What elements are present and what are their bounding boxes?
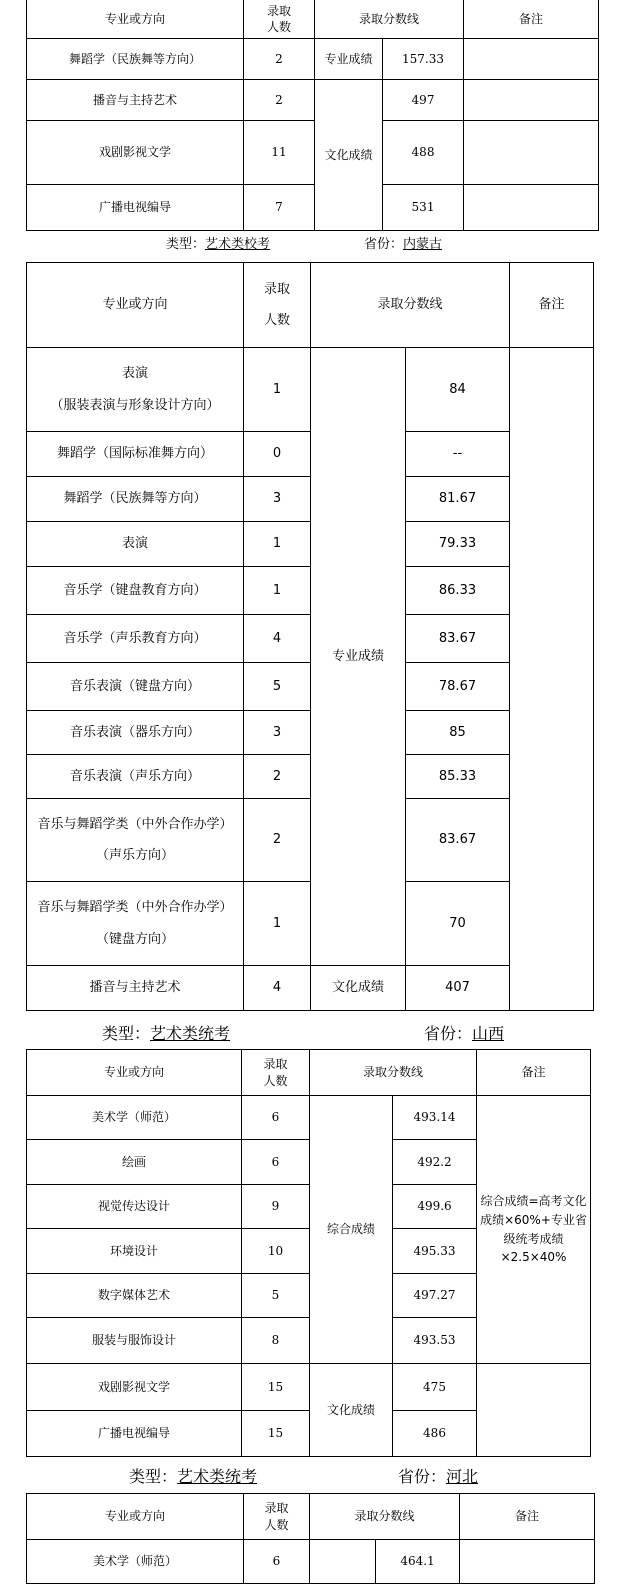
header-major: 专业或方向 (27, 0, 244, 39)
cell-major: 音乐学（声乐教育方向） (27, 615, 244, 663)
header-count: 录取人数 (244, 1494, 310, 1540)
cell-score-type: 文化成绩 (311, 966, 406, 1011)
table-row (27, 348, 594, 432)
cell-major: 舞蹈学（民族舞等方向） (27, 39, 244, 80)
cell-major: 美术学（师范） (27, 1096, 242, 1140)
cell-score: 83.67 (406, 799, 510, 882)
table-row (27, 615, 594, 663)
header-count: 录取人数 (242, 1050, 310, 1096)
cell-count: 6 (244, 1540, 310, 1584)
cell-major: 服装与服饰设计 (27, 1318, 242, 1364)
header-major: 专业或方向 (27, 1494, 244, 1540)
cell-major: 戏剧影视文学 (27, 121, 244, 185)
header-note: 备注 (477, 1050, 591, 1096)
cell-major: 数字媒体艺术 (27, 1274, 242, 1318)
cell-count: 2 (244, 799, 311, 882)
cell-score: 85 (406, 711, 510, 755)
cell-score: 157.33 (383, 39, 464, 80)
cell-count: 9 (242, 1185, 310, 1229)
cell-score: 493.53 (393, 1318, 477, 1364)
cell-score: 83.67 (406, 615, 510, 663)
type-value: 艺术类统考 (177, 1467, 258, 1486)
cell-score: 492.2 (393, 1140, 477, 1185)
cell-major: 音乐表演（器乐方向） (27, 711, 244, 755)
header-note: 备注 (460, 1494, 595, 1540)
cell-count: 0 (244, 432, 311, 477)
admission-table-1 (26, 0, 599, 231)
table-row (27, 755, 594, 799)
cell-note (477, 1364, 591, 1457)
cell-major: 音乐与舞蹈学类（中外合作办学） （声乐方向） (27, 799, 244, 882)
cell-score-type (310, 1540, 376, 1584)
header-major: 专业或方向 (27, 1050, 242, 1096)
cell-score: 70 (406, 882, 510, 966)
cell-major: 舞蹈学（国际标准舞方向） (27, 432, 244, 477)
province-value: 山西 (472, 1024, 505, 1043)
table-header-row (27, 1050, 591, 1096)
cell-major: 音乐与舞蹈学类（中外合作办学） （键盘方向） (27, 882, 244, 966)
cell-note (460, 1540, 595, 1584)
cell-count: 3 (244, 477, 311, 522)
caption-type: 类型：艺术类校考 (166, 237, 271, 252)
header-score: 录取分数线 (310, 1494, 460, 1540)
cell-major: 广播电视编导 (27, 1411, 242, 1457)
header-major: 专业或方向 (27, 263, 244, 348)
cell-score: 79.33 (406, 522, 510, 567)
cell-count: 6 (242, 1096, 310, 1140)
admission-table-4 (26, 1493, 595, 1584)
cell-count: 4 (244, 966, 311, 1011)
cell-major: 绘画 (27, 1140, 242, 1185)
cell-major: 表演 (27, 522, 244, 567)
cell-count: 10 (242, 1229, 310, 1274)
table-row (27, 567, 594, 615)
cell-count: 5 (242, 1274, 310, 1318)
cell-score: -- (406, 432, 510, 477)
table-row (27, 121, 599, 185)
cell-count: 7 (244, 185, 315, 231)
cell-note (510, 348, 594, 1011)
caption-province: 省份：内蒙古 (364, 237, 443, 252)
caption-province: 省份：山西 (424, 1024, 505, 1043)
table-row (27, 39, 599, 80)
table-row (27, 80, 599, 121)
header-note: 备注 (464, 0, 599, 39)
cell-major: 音乐表演（声乐方向） (27, 755, 244, 799)
header-note: 备注 (510, 263, 594, 348)
cell-score: 531 (383, 185, 464, 231)
table-row (27, 522, 594, 567)
cell-score: 78.67 (406, 663, 510, 711)
admission-table-3 (26, 1049, 591, 1457)
table-row (27, 663, 594, 711)
table-header-row (27, 0, 599, 39)
table-row (27, 966, 594, 1011)
cell-score: 86.33 (406, 567, 510, 615)
table-row (27, 711, 594, 755)
cell-count: 15 (242, 1364, 310, 1411)
cell-score: 486 (393, 1411, 477, 1457)
cell-count: 2 (244, 39, 315, 80)
cell-note (464, 185, 599, 231)
cell-major: 戏剧影视文学 (27, 1364, 242, 1411)
table-row (27, 882, 594, 966)
province-value: 内蒙古 (403, 237, 443, 252)
table-row (27, 1096, 591, 1140)
cell-score-type: 文化成绩 (310, 1364, 393, 1457)
cell-count: 11 (244, 121, 315, 185)
caption-type: 类型：艺术类统考 (129, 1467, 258, 1486)
cell-score: 497.27 (393, 1274, 477, 1318)
cell-score-type: 文化成绩 (315, 80, 383, 231)
cell-count: 5 (244, 663, 311, 711)
cell-note (464, 39, 599, 80)
cell-major: 播音与主持艺术 (27, 80, 244, 121)
table-row (27, 477, 594, 522)
cell-count: 1 (244, 882, 311, 966)
table-row (27, 1540, 595, 1584)
table-row (27, 799, 594, 882)
cell-major: 音乐学（键盘教育方向） (27, 567, 244, 615)
cell-major: 舞蹈学（民族舞等方向） (27, 477, 244, 522)
caption-type: 类型：艺术类统考 (102, 1024, 231, 1043)
header-score: 录取分数线 (310, 1050, 477, 1096)
cell-major: 广播电视编导 (27, 185, 244, 231)
cell-count: 3 (244, 711, 311, 755)
caption-province: 省份：河北 (398, 1467, 479, 1486)
cell-count: 8 (242, 1318, 310, 1364)
cell-score: 464.1 (376, 1540, 460, 1584)
cell-note (464, 121, 599, 185)
cell-score: 84 (406, 348, 510, 432)
cell-count: 2 (244, 755, 311, 799)
cell-major: 环境设计 (27, 1229, 242, 1274)
cell-note (464, 80, 599, 121)
table-row (27, 1364, 591, 1411)
type-value: 艺术类校考 (205, 237, 271, 252)
cell-score-type: 专业成绩 (311, 348, 406, 966)
cell-score: 81.67 (406, 477, 510, 522)
province-value: 河北 (446, 1467, 479, 1486)
header-score: 录取分数线 (311, 263, 510, 348)
table-header-row (27, 1494, 595, 1540)
cell-count: 2 (244, 80, 315, 121)
cell-count: 15 (242, 1411, 310, 1457)
cell-major: 视觉传达设计 (27, 1185, 242, 1229)
table-header-row (27, 263, 594, 348)
type-value: 艺术类统考 (150, 1024, 231, 1043)
table-row (27, 185, 599, 231)
cell-major: 表演 （服装表演与形象设计方向） (27, 348, 244, 432)
cell-major: 播音与主持艺术 (27, 966, 244, 1011)
cell-count: 1 (244, 348, 311, 432)
admission-table-2 (26, 262, 594, 1011)
header-score: 录取分数线 (315, 0, 464, 39)
cell-score: 495.33 (393, 1229, 477, 1274)
cell-score: 497 (383, 80, 464, 121)
cell-score-type: 综合成绩 (310, 1096, 393, 1364)
cell-count: 1 (244, 567, 311, 615)
cell-score: 493.14 (393, 1096, 477, 1140)
cell-score: 407 (406, 966, 510, 1011)
cell-count: 4 (244, 615, 311, 663)
cell-count: 1 (244, 522, 311, 567)
cell-major: 音乐表演（键盘方向） (27, 663, 244, 711)
cell-score: 488 (383, 121, 464, 185)
cell-major: 美术学（师范） (27, 1540, 244, 1584)
header-count: 录取 人数 (244, 263, 311, 348)
cell-count: 6 (242, 1140, 310, 1185)
cell-score: 85.33 (406, 755, 510, 799)
cell-score: 499.6 (393, 1185, 477, 1229)
cell-score: 475 (393, 1364, 477, 1411)
header-count: 录取人数 (244, 0, 315, 39)
cell-note: 综合成绩=高考文化成绩×60%+专业省级统考成绩×2.5×40% (477, 1096, 591, 1364)
cell-score-type: 专业成绩 (315, 39, 383, 80)
table-row (27, 432, 594, 477)
